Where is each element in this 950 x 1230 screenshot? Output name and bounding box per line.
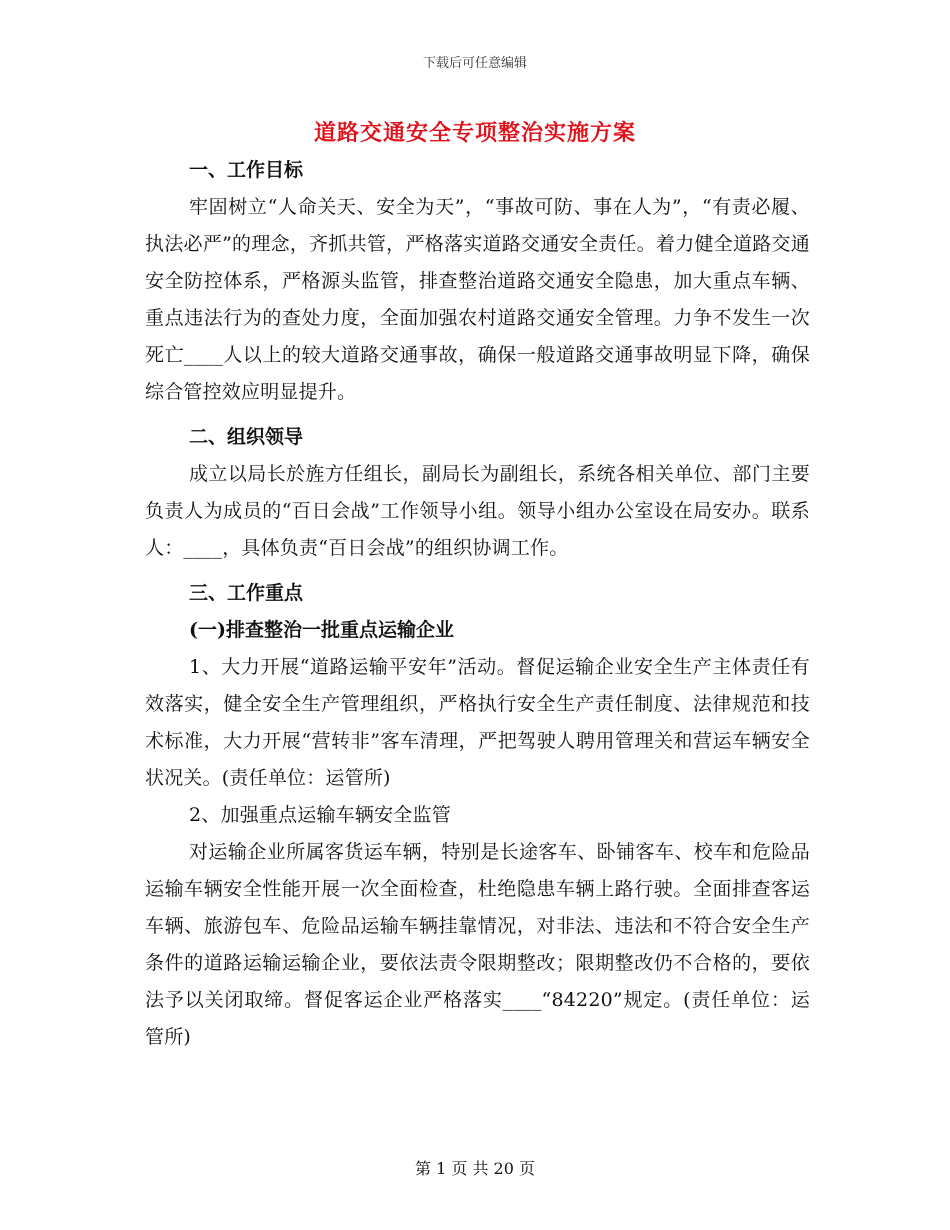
item-2-title: 2、加强重点运输车辆安全监管 bbox=[189, 804, 451, 826]
section-heading-focus: 三、工作重点 bbox=[189, 582, 304, 604]
paragraph-goals: 牢固树立“人命关天、安全为天”，“事故可防、事在人为”，“有责必履、执法必严”的理念，齐抓共管，严格落实道路交通安全责任。着力健全道路交通安全防控体系，严格源头监管，排查整治道路交通安全隐患，加大重点车辆、重点违法行为的查处力度，全面加强农村道路交通安全管理。力争不发生一次死亡____人以上的较大道路交通事故，确保一般道路交通事故明显下降，确保综合管控效应明显提升。 bbox=[145, 196, 810, 403]
subsection-heading-enterprises: (一)排查整治一批重点运输企业 bbox=[189, 619, 454, 641]
document-body bbox=[145, 150, 810, 1056]
page-number-footer: 第 1 页 共 20 页 bbox=[415, 1159, 535, 1178]
paragraph-item-1: 1、大力开展“道路运输平安年”活动。督促运输企业安全生产主体责任有效落实，健全安全生产管理组织，严格执行安全生产责任制度、法律规范和技术标准，大力开展“营转非”客车清理，严把驾驶人聘用管理关和营运车辆安全状况关。(责任单位：运管所) bbox=[145, 656, 810, 789]
section-heading-leadership: 二、组织领导 bbox=[189, 426, 304, 448]
paragraph-leadership: 成立以局长於旌方任组长，副局长为副组长，系统各相关单位、部门主要负责人为成员的“百日会战”工作领导小组。领导小组办公室设在局安办。联系人：____，具体负责“百日会战”的组织协调工作。 bbox=[145, 463, 810, 559]
section-heading-goals: 一、工作目标 bbox=[189, 159, 304, 181]
paragraph-item-2: 对运输企业所属客货运车辆，特别是长途客车、卧铺客车、校车和危险品运输车辆安全性能开展一次全面检查，杜绝隐患车辆上路行驶。全面排查客运车辆、旅游包车、危险品运输车辆挂靠情况，对非法、违法和不符合安全生产条件的道路运输运输企业，要依法责令限期整改；限期整改仍不合格的，要依法予以关闭取缔。督促客运企业严格落实____“84220”规定。(责任单位：运管所) bbox=[145, 841, 810, 1048]
header-note: 下载后可任意编辑 bbox=[422, 56, 527, 71]
document-title: 道路交通安全专项整治实施方案 bbox=[313, 120, 636, 146]
